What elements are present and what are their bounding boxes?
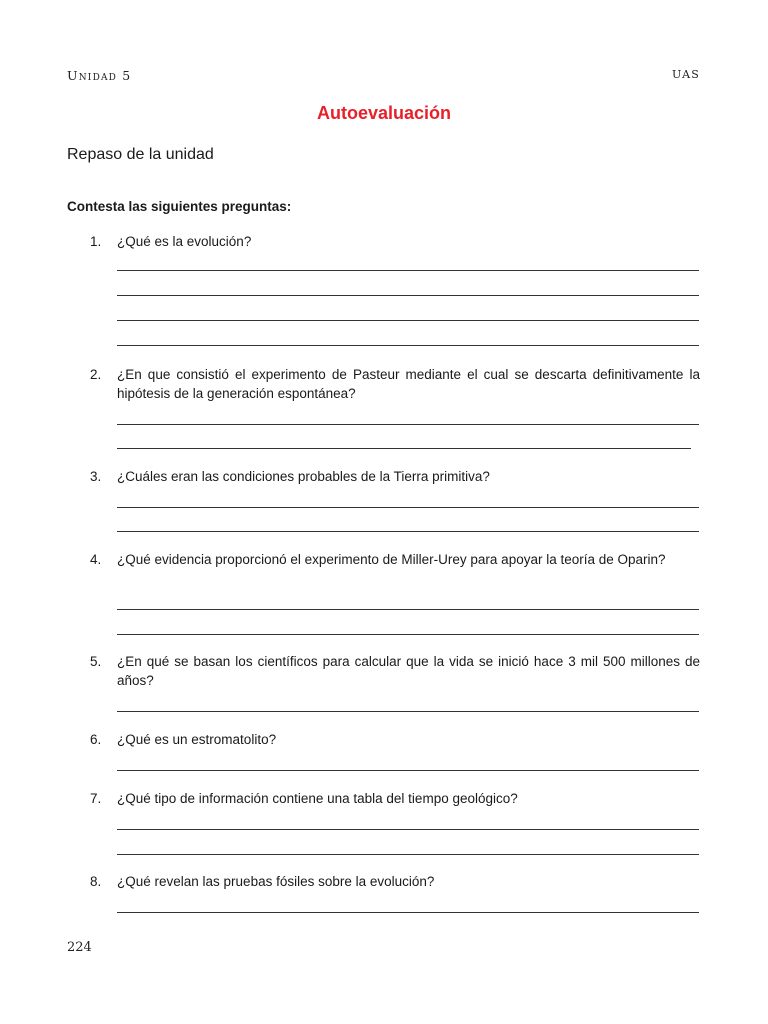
question-number: 5. [90,654,102,669]
answer-line[interactable] [117,270,699,271]
section-subtitle: Repaso de la unidad [67,146,214,163]
answer-line[interactable] [117,531,699,532]
question-text: ¿Qué revelan las pruebas fósiles sobre la evolución? [117,874,435,889]
question-number: 3. [90,469,102,484]
answer-line[interactable] [117,424,699,425]
answer-line[interactable] [117,854,699,855]
answer-line[interactable] [117,295,699,296]
question-text: ¿Qué es la evolución? [117,234,252,249]
answer-line[interactable] [117,770,699,771]
question-text: ¿En que consistió el experimento de Pasteur mediante el cual se descarta definitivamente la hipótesis de la generación espontánea? [117,367,700,401]
answer-line[interactable] [117,345,699,346]
running-head-unit: Unidad 5 [67,68,132,83]
question-text: ¿Qué es un estromatolito? [117,732,277,747]
answer-line[interactable] [117,448,691,449]
question-number: 4. [90,552,102,567]
question-number: 8. [90,874,102,889]
answer-line[interactable] [117,609,699,610]
answer-line[interactable] [117,634,699,635]
question-text: ¿Qué tipo de información contiene una tabla del tiempo geológico? [117,791,518,806]
answer-line[interactable] [117,320,699,321]
question-number: 7. [90,791,102,806]
question-number: 6. [90,732,102,747]
answer-line[interactable] [117,507,699,508]
answer-line[interactable] [117,912,699,913]
instructions: Contesta las siguientes preguntas: [67,199,292,214]
question-number: 2. [90,367,102,382]
answer-line[interactable] [117,829,699,830]
page-title: Autoevaluación [316,103,452,123]
page-number: 224 [67,940,92,955]
question-number: 1. [90,234,102,249]
running-head-institution: UAS [671,68,700,81]
question-text: ¿En qué se basan los científicos para calcular que la vida se inició hace 3 mil 500 millones de años? [117,654,700,688]
answer-line[interactable] [117,711,699,712]
question-text: ¿Qué evidencia proporcionó el experimento de Miller-Urey para apoyar la teoría de Oparin? [117,552,666,567]
question-text: ¿Cuáles eran las condiciones probables de la Tierra primitiva? [117,469,490,484]
